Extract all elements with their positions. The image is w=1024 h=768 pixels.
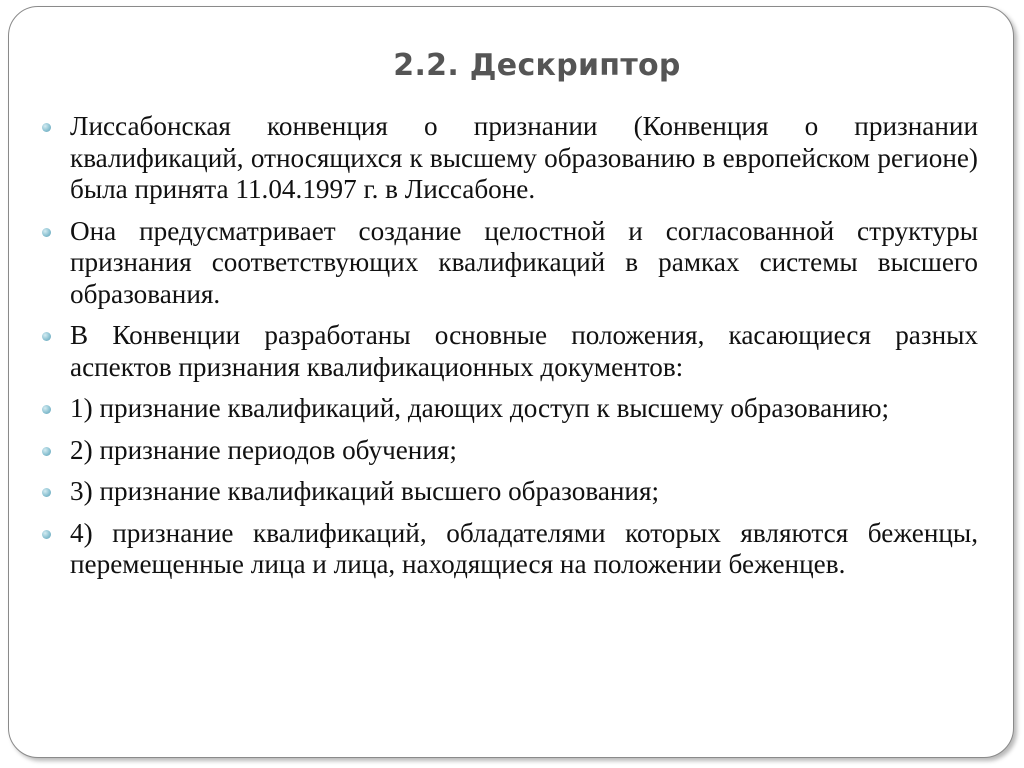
- bullet-icon: [42, 228, 51, 237]
- list-item: [42, 216, 978, 311]
- bullet-icon: [42, 447, 51, 456]
- bullet-text: Она предусматривает создание целостной и согласованной структуры признания соответствующих квалификаций в рамках системы высшего образования.: [70, 215, 978, 309]
- slide-title: 2.2. Дескриптор: [393, 48, 681, 83]
- bullet-icon: [42, 405, 51, 414]
- list-item: [42, 476, 978, 508]
- list-item: [42, 393, 978, 425]
- bullet-icon: [42, 332, 51, 341]
- list-item: [42, 518, 978, 581]
- list-item: [42, 435, 978, 467]
- bullet-text: Лиссабонская конвенция о признании (Конвенция о признании квалификаций, относящихся к высшему образованию в европейском регионе) была принята 11.04.1997 г. в Лиссабоне.: [70, 111, 978, 204]
- bullet-text: 1) признание квалификаций, дающих доступ к высшему образованию;: [70, 393, 890, 423]
- bullet-icon: [42, 123, 51, 132]
- bullet-icon: [42, 488, 51, 497]
- list-item: [42, 111, 978, 206]
- bullet-text: В Конвенции разработаны основные положения, касающиеся разных аспектов признания квалификационных документов:: [70, 320, 978, 382]
- list-item: [42, 320, 978, 383]
- bullet-list: [42, 111, 978, 591]
- bullet-text: 4) признание квалификаций, обладателями которых являются беженцы, перемещенные лица и лица, находящиеся на положении беженцев.: [70, 517, 978, 579]
- bullet-text: 3) признание квалификаций высшего образования;: [70, 476, 660, 506]
- bullet-text: 2) признание периодов обучения;: [70, 434, 457, 465]
- bullet-icon: [42, 530, 51, 539]
